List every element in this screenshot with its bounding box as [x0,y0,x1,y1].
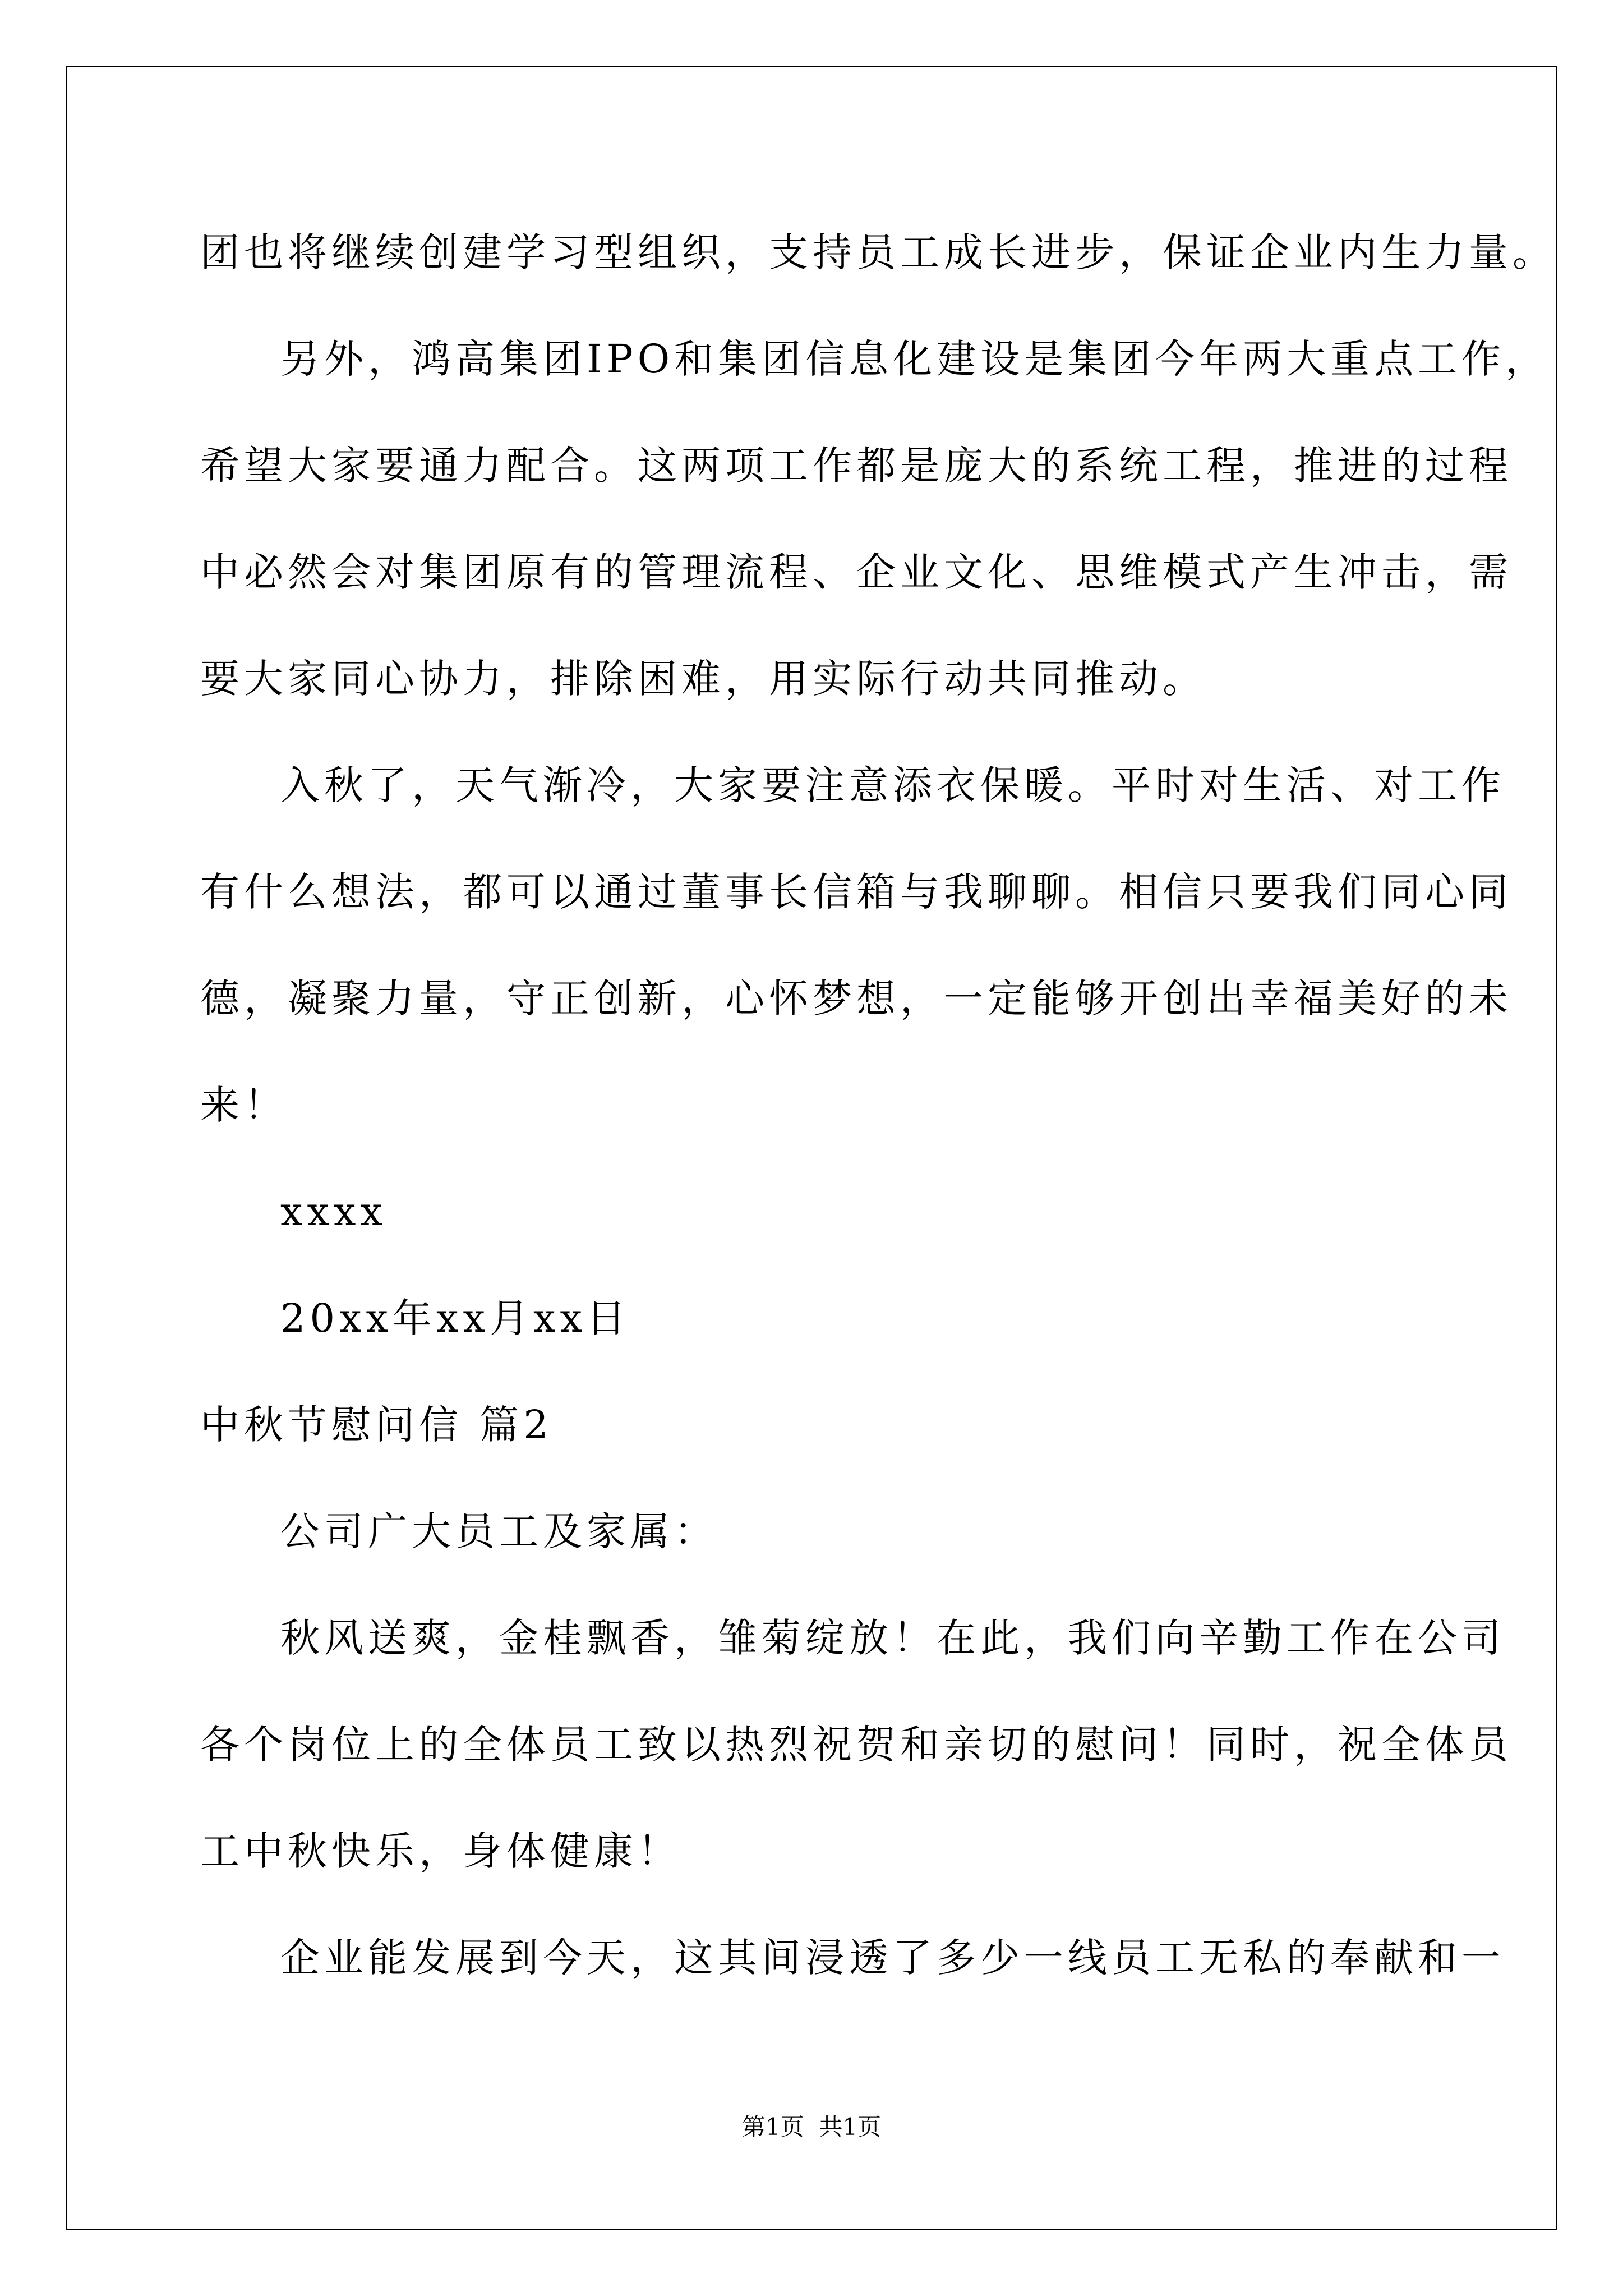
section-heading: 中秋节慰问信 篇2 [200,1402,553,1448]
text-line: 中必然会对集团原有的管理流程、企业文化、思维模式产生冲击，需 [200,549,1513,595]
text-line: 入秋了，天气渐冷，大家要注意添衣保暖。平时对生活、对工作 [280,762,1505,808]
text-line: 各个岗位上的全体员工致以热烈祝贺和亲切的慰问！同时，祝全体员 [200,1722,1513,1768]
document-body [200,219,1556,2031]
text-line: 秋风送爽，金桂飘香，雏菊绽放！在此，我们向辛勤工作在公司 [280,1615,1505,1661]
signature-name: xxxx [280,1189,387,1235]
text-line: 希望大家要通力配合。这两项工作都是庞大的系统工程，推进的过程 [200,443,1513,489]
page-number-footer: 第1页 共1页 [741,2113,882,2141]
text-line: 团也将继续创建学习型组织，支持员工成长进步，保证企业内生力量。 [200,229,1556,275]
text-line: 德，凝聚力量，守正创新，心怀梦想，一定能够开创出幸福美好的未 [200,976,1513,1022]
text-line: 工中秋快乐，身体健康！ [200,1828,681,1874]
text-line: 有什么想法，都可以通过董事长信箱与我聊聊。相信只要我们同心同 [200,869,1513,915]
letter-date: 20xx年xx月xx日 [280,1295,630,1341]
text-line: 另外，鸿高集团IPO和集团信息化建设是集团今年两大重点工作， [280,336,1550,382]
text-line: 企业能发展到今天，这其间浸透了多少一线员工无私的奉献和一 [280,1935,1505,1981]
text-line: 要大家同心协力，排除困难，用实际行动共同推动。 [200,656,1206,702]
salutation: 公司广大员工及家属： [280,1508,718,1554]
text-line: 来！ [200,1082,288,1128]
